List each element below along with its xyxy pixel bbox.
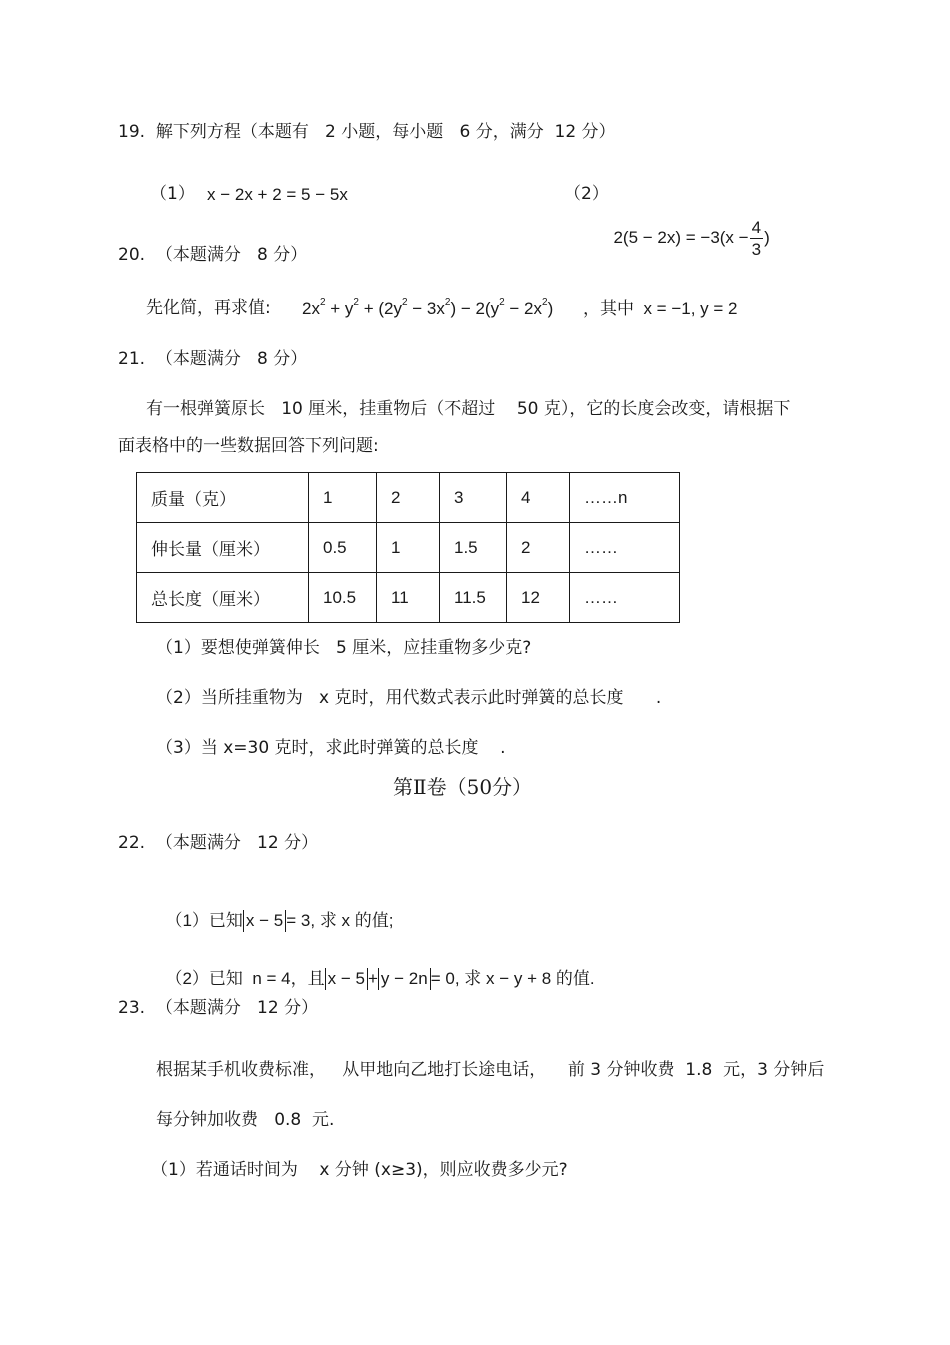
- section-title: 第Ⅱ卷（50分）: [393, 775, 533, 799]
- table-cell: 11: [377, 573, 440, 623]
- q22-part1-absolute-value: x − 5: [243, 910, 286, 932]
- table-cell: 12: [507, 573, 570, 623]
- table-cell: 4: [507, 473, 570, 523]
- q22-part2-plus: +: [367, 969, 378, 988]
- table-cell: 0.5: [309, 523, 377, 573]
- table-row: [137, 573, 680, 623]
- q20-lead-text: 先化简，再求值:: [146, 298, 271, 318]
- q22-part2-absolute-value-2: y − 2n: [378, 968, 431, 990]
- q22-part2-absolute-value-1: x − 5: [325, 968, 368, 990]
- q19-part2-fraction: [750, 219, 763, 259]
- table-cell: 1: [377, 523, 440, 573]
- q19-part2-label: （2）: [564, 184, 609, 204]
- q20-expression: $2x^2 + y^2 + (2y^2 - 3x^2) - 2(y^2 - 2x^2)$: [302, 297, 554, 318]
- q19-part2-equation: [604, 172, 770, 260]
- q23-paragraph-line1: 根据某手机收费标准， 从甲地向乙地打长途电话， 前 3 分钟收费 1.8 元，3 分钟后: [156, 1060, 825, 1080]
- table-cell: 质量（克）: [137, 473, 309, 523]
- q21-subquestion-1: （1）要想使弹簧伸长 5 厘米，应挂重物多少克?: [156, 638, 532, 658]
- q19-part2-equation-post: ): [764, 228, 770, 247]
- table-cell: 11.5: [440, 573, 507, 623]
- table-cell: ……: [570, 573, 680, 623]
- q23-paragraph-line2: 每分钟加收费 0.8 元.: [156, 1110, 335, 1130]
- table-cell: ……n: [570, 473, 680, 523]
- q23-header: 23. （本题满分 12 分）: [118, 998, 319, 1018]
- q21-paragraph-line2: 面表格中的一些数据回答下列问题:: [118, 436, 379, 456]
- table-cell: 3: [440, 473, 507, 523]
- table-cell: 2: [507, 523, 570, 573]
- table-cell: 伸长量（厘米）: [137, 523, 309, 573]
- q22-part2: [156, 943, 595, 991]
- q20-header: 20. （本题满分 8 分）: [118, 245, 308, 265]
- q22-part2-post: = 0, 求 x − y + 8 的值.: [430, 969, 595, 988]
- table-row: [137, 473, 680, 523]
- fraction-denominator: 3: [751, 239, 762, 259]
- table-cell: 总长度（厘米）: [137, 573, 309, 623]
- table-cell: 10.5: [309, 573, 377, 623]
- q19-header: 19. 解下列方程（本题有 2 小题，每小题 6 分，满分 12 分）: [118, 122, 616, 142]
- q21-paragraph-line1: 有一根弹簧原长 10 厘米，挂重物后（不超过 50 克），它的长度会改变，请根据下: [146, 399, 791, 419]
- table-cell: 2: [377, 473, 440, 523]
- fraction-numerator: 4: [751, 217, 762, 237]
- q22-part2-pre: （2）已知 n = 4，且: [165, 969, 325, 988]
- q19-part1-equation: x − 2x + 2 = 5 − 5x: [207, 185, 348, 204]
- spring-data-table: [136, 472, 680, 623]
- q21-subquestion-3: （3）当 x=30 克时，求此时弹簧的总长度 .: [156, 738, 506, 758]
- q21-subquestion-2: （2）当所挂重物为 x 克时，用代数式表示此时弹簧的总长度 .: [156, 688, 662, 708]
- q22-part1-pre: （1）已知: [165, 911, 243, 930]
- table-row: [137, 523, 680, 573]
- q22-part1: [156, 885, 394, 933]
- q22-header: 22. （本题满分 12 分）: [118, 833, 319, 853]
- q21-header: 21. （本题满分 8 分）: [118, 349, 308, 369]
- q19-part1-label: （1）: [150, 184, 195, 204]
- table-cell: 1: [309, 473, 377, 523]
- table-cell: ……: [570, 523, 680, 573]
- q20-condition: ，其中 x = −1, y = 2: [583, 299, 738, 318]
- table-cell: 1.5: [440, 523, 507, 573]
- q22-part1-post: = 3, 求 x 的值;: [286, 911, 394, 930]
- q19-part2-equation-pre: 2(5 − 2x) = −3(x −: [613, 228, 749, 247]
- q23-subquestion-1: （1）若通话时间为 x 分钟 (x≥3)，则应收费多少元?: [151, 1160, 568, 1180]
